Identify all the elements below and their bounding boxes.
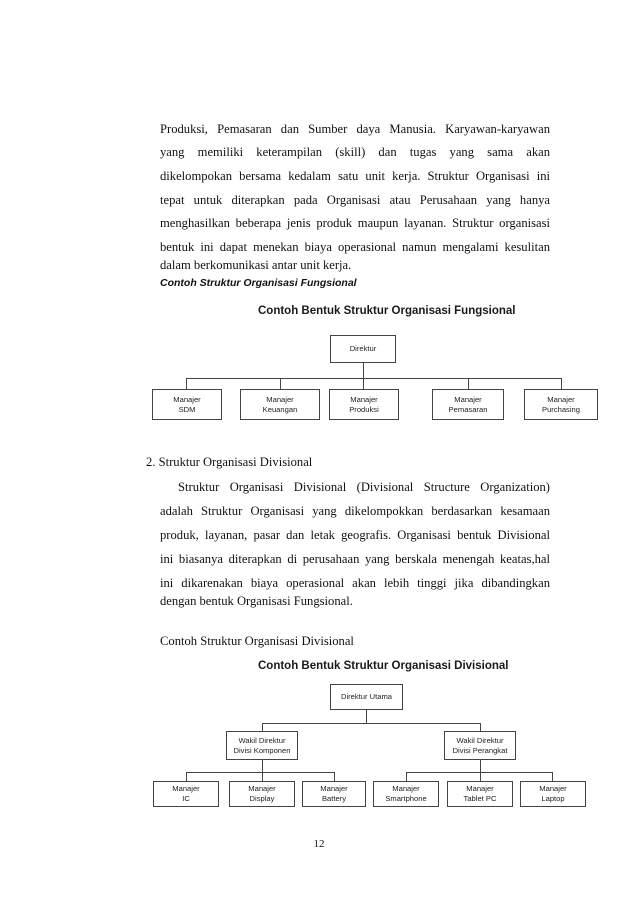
org-box-label: IC (182, 794, 190, 803)
org-box-wakil-direktur-komponen (226, 731, 298, 760)
connector-line (406, 772, 407, 781)
org-box-label: Manajer (454, 394, 482, 404)
org-box-label: Direktur (349, 344, 377, 353)
paragraph-line: Struktur Organisasi Divisional (Divisional Structure Organization) (178, 480, 550, 494)
paragraph-line: adalah Struktur Organisasi yang dikelompokkan berdasarkan kesamaan (160, 504, 550, 518)
org-box-manajer-laptop (520, 781, 586, 807)
paragraph-line: dalam berkomunikasi antar unit kerja. (160, 258, 352, 272)
org-box-label: Manajer (392, 784, 420, 793)
figure-caption-divisional: Contoh Struktur Organisasi Divisional (160, 634, 354, 648)
org-box-manajer-purchasing (524, 389, 598, 420)
connector-line (262, 723, 480, 724)
org-box-label: Manajer (466, 784, 494, 793)
org-box-label: Produksi (349, 404, 379, 414)
chart-title: Contoh Bentuk Struktur Organisasi Divisional (258, 660, 509, 672)
paragraph-line: produk, layanan, pasar dan letak geografis. Organisasi bentuk Divisional (160, 528, 550, 542)
org-box-manajer-sdm (152, 389, 222, 420)
org-box-label: Keuangan (262, 404, 298, 414)
figure-caption-fungsional: Contoh Struktur Organisasi Fungsional (160, 277, 357, 289)
org-box-label: Purchasing (542, 404, 580, 414)
org-box-direktur-utama (330, 684, 403, 710)
page-number: 12 (313, 838, 325, 850)
org-box-manajer-produksi (329, 389, 399, 420)
org-box-label: Battery (321, 794, 347, 803)
org-box-label: Manajer (266, 394, 294, 404)
org-box-label: Manajer (539, 784, 567, 793)
section-heading: 2. Struktur Organisasi Divisional (146, 455, 313, 469)
org-box-direktur (330, 335, 396, 363)
org-box-label: Manajer (172, 784, 200, 793)
chart-title: Contoh Bentuk Struktur Organisasi Fungsional (258, 305, 516, 317)
org-box-manajer-battery (302, 781, 366, 807)
connector-line (186, 378, 562, 379)
connector-line (262, 772, 263, 781)
connector-line (552, 772, 553, 781)
org-box-label: Manajer (350, 394, 378, 404)
connector-line (363, 378, 364, 389)
connector-line (480, 760, 481, 772)
org-box-manajer-keuangan (240, 389, 320, 420)
org-box-label: Manajer (320, 784, 348, 793)
org-box-label: Manajer (547, 394, 575, 404)
paragraph-line: bentuk ini dapat menekan biaya operasional namun mengalami kesulitan (160, 240, 550, 254)
org-box-label: Wakil Direktur (238, 735, 286, 745)
org-box-wakil-direktur-perangkat (444, 731, 516, 760)
org-box-label: Divisi Komponen (233, 745, 291, 755)
org-box-manajer-display (229, 781, 295, 807)
connector-line (280, 378, 281, 389)
org-box-manajer-ic (153, 781, 219, 807)
paragraph-line: menghasilkan beberapa jenis produk maupun layanan. Struktur organisasi (160, 216, 550, 230)
paragraph-line: yang memiliki keterampilan (skill) dan tugas yang sama akan (160, 145, 550, 159)
org-box-label: Wakil Direktur (456, 735, 504, 745)
org-box-label: Smartphone (385, 794, 427, 803)
connector-line (334, 772, 335, 781)
connector-line (480, 723, 481, 731)
paragraph-line: ini biasanya diterapkan di perusahaan yang berskala menengah keatas,hal (160, 552, 550, 566)
org-box-label: Manajer (248, 784, 276, 793)
org-box-manajer-smartphone (373, 781, 439, 807)
org-box-manajer-pemasaran (432, 389, 504, 420)
connector-line (468, 378, 469, 389)
org-box-manajer-tablet-pc (447, 781, 513, 807)
paragraph-line: dikelompokan bersama kedalam satu unit kerja. Struktur Organisasi ini (160, 169, 550, 183)
paragraph-line: dengan bentuk Organisasi Fungsional. (160, 594, 353, 608)
connector-line (186, 378, 187, 389)
org-box-label: Pemasaran (448, 404, 488, 414)
org-box-label: Tablet PC (463, 794, 497, 803)
org-box-label: Laptop (541, 794, 565, 803)
connector-line (366, 710, 367, 723)
org-box-label: Divisi Perangkat (452, 745, 508, 755)
connector-line (262, 723, 263, 731)
connector-line (363, 363, 364, 378)
org-box-label: Direktur Utama (340, 692, 393, 701)
connector-line (186, 772, 187, 781)
paragraph-line: ini dikarenakan biaya operasional akan lebih tinggi jika dibandingkan (160, 576, 550, 590)
connector-line (480, 772, 481, 781)
org-box-label: SDM (178, 404, 196, 414)
connector-line (262, 760, 263, 772)
paragraph-line: tepat untuk diterapkan pada Organisasi atau Perusahaan yang hanya (160, 193, 550, 207)
connector-line (561, 378, 562, 389)
connector-line (186, 772, 334, 773)
org-box-label: Manajer (173, 394, 201, 404)
org-box-label: Display (249, 794, 275, 803)
paragraph-line: Produksi, Pemasaran dan Sumber daya Manusia. Karyawan-karyawan (160, 122, 550, 136)
